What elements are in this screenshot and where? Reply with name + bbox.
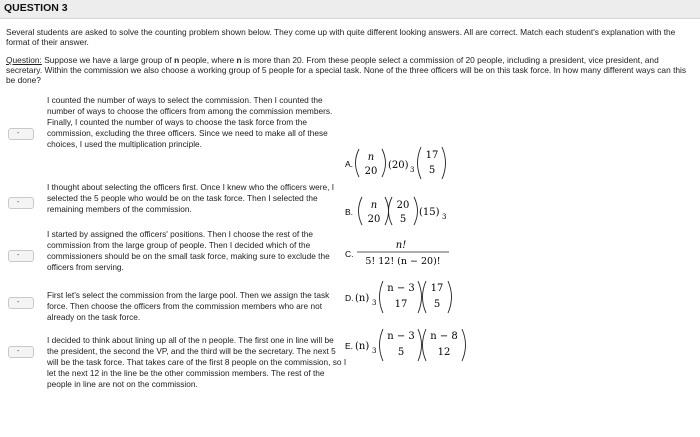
answer-a-formula bbox=[345, 141, 505, 185]
binom-top: 17 bbox=[425, 150, 439, 161]
dropdown-placeholder: - bbox=[17, 130, 20, 137]
svg-text:5: 5 bbox=[433, 299, 441, 310]
svg-text:B.: B. bbox=[345, 207, 354, 217]
svg-text:3: 3 bbox=[372, 299, 377, 307]
svg-text:5: 5 bbox=[399, 214, 407, 225]
svg-text:20: 20 bbox=[367, 214, 381, 225]
match-dropdown-2[interactable]: - bbox=[8, 197, 34, 209]
svg-text:3: 3 bbox=[442, 213, 447, 221]
svg-text:D.: D. bbox=[345, 293, 354, 303]
svg-text:n: n bbox=[370, 200, 378, 211]
answer-c bbox=[345, 235, 505, 279]
explanation-5: I decided to think about lining up all of the n people. The first one in line will be the president, the second the VP, and the third will be the secretary. The next 5 will be the task force. That takes care of the first 8 people on the commission, so I let the next 12 in the line be the other commission members. The rest of the people in line are not on the commission. bbox=[47, 335, 347, 390]
falling-factorial: (20) bbox=[388, 160, 409, 171]
answer-e-formula bbox=[345, 325, 505, 369]
binom-bottom: 20 bbox=[364, 166, 378, 177]
binom-bottom: 5 bbox=[428, 165, 436, 176]
question-text: Question: Suppose we have a large group of n people, where n is more than 20. From these people select a commission of 20 people, including a president, vice president, and secretary. Within the commission we also choose a working group of 5 people for a special task. None of the three officers will be on this task force. In how many different ways can this be done? bbox=[6, 55, 687, 86]
svg-text:(15): (15) bbox=[419, 207, 440, 218]
match-dropdown-5[interactable]: - bbox=[8, 346, 34, 358]
svg-text:(n): (n) bbox=[355, 341, 370, 352]
question-title: QUESTION 3 bbox=[4, 2, 68, 14]
answer-a bbox=[345, 141, 505, 185]
intro-text: Several students are asked to solve the counting problem shown below. They come up with quite different looking answers. All are correct. Match each student's explanation with the format of their answer. bbox=[6, 27, 676, 48]
answer-b bbox=[345, 191, 505, 235]
explanation-3: I started by assigned the officers' positions. Then I choose the rest of the commission from the large group of people. Then I decided which of the commissioners should be on the small task force, making sure to exclude the officers from serving. bbox=[47, 229, 330, 273]
svg-text:17: 17 bbox=[430, 283, 444, 294]
svg-text:n − 3: n − 3 bbox=[387, 331, 415, 342]
svg-text:17: 17 bbox=[394, 299, 408, 310]
svg-text:3: 3 bbox=[372, 347, 377, 355]
svg-text:n − 3: n − 3 bbox=[387, 283, 415, 294]
fraction-numerator: n! bbox=[395, 240, 407, 251]
answer-d-formula bbox=[345, 277, 505, 321]
match-dropdown-1[interactable] bbox=[8, 128, 34, 140]
question-header bbox=[0, 0, 700, 19]
svg-text:20: 20 bbox=[396, 200, 410, 211]
fraction-denominator: 5! 12! (n − 20)! bbox=[365, 256, 441, 267]
explanation-2: I thought about selecting the officers first. Once I knew who the officers were, I selected the 5 people who would be on the task force. Then I selected the remaining members of the commission. bbox=[47, 182, 335, 215]
svg-text:E.: E. bbox=[345, 341, 354, 351]
svg-text:5: 5 bbox=[397, 347, 405, 358]
answer-b-formula bbox=[345, 191, 505, 235]
question-label: Question: bbox=[6, 55, 42, 65]
svg-text:C.: C. bbox=[345, 249, 354, 259]
answer-d bbox=[345, 277, 505, 321]
answer-c-formula bbox=[345, 235, 505, 279]
svg-text:(n): (n) bbox=[355, 293, 370, 304]
explanation-1: I counted the number of ways to select the commission. Then I counted the number of ways to choose the officers from among the commission members. Finally, I counted the number of ways to choose the task force from the commission, excluding the three officers. Since we need to make all of these choices, I used the multiplication principle. bbox=[47, 95, 333, 150]
match-dropdown-4[interactable]: - bbox=[8, 297, 34, 309]
svg-text:n − 8: n − 8 bbox=[430, 331, 458, 342]
svg-text:12: 12 bbox=[437, 347, 451, 358]
match-dropdown-3[interactable]: - bbox=[8, 250, 34, 262]
answer-e bbox=[345, 325, 505, 369]
explanation-4: First let's select the commission from the large pool. Then we assign the task force. Then choose the officers from the commission members who are not already on the task force. bbox=[47, 290, 330, 323]
subscript: 3 bbox=[410, 166, 415, 174]
answer-letter: A. bbox=[345, 159, 354, 169]
binom-top: n bbox=[367, 152, 375, 163]
